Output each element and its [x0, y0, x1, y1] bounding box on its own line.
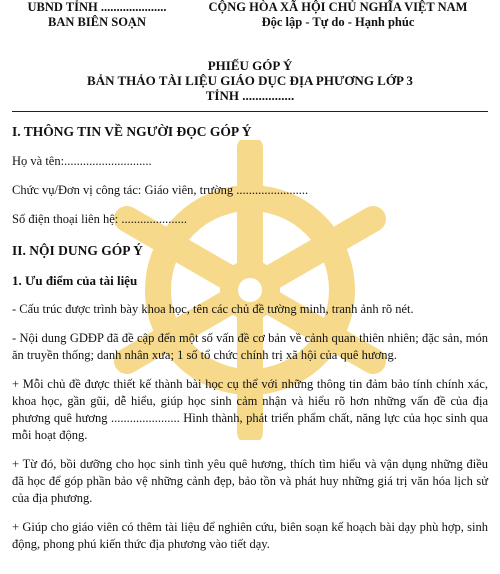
- phone-line: Số điện thoại liên hệ: .....................: [12, 212, 187, 226]
- doc-subtitle: BẢN THẢO TÀI LIỆU GIÁO DỤC ĐỊA PHƯƠNG LỚP 3: [87, 73, 413, 88]
- section2-heading: II. NỘI DUNG GÓP Ý: [12, 243, 143, 258]
- doc-province-line: TỈNH ................: [205, 88, 295, 103]
- section1-heading: I. THÔNG TIN VỀ NGƯỜI ĐỌC GÓP Ý: [12, 124, 252, 139]
- strengths-subheading: 1. Ưu điểm của tài liệu: [12, 273, 138, 288]
- header-province: UBND TỈNH .....................: [27, 0, 167, 14]
- doc-title: PHIẾU GÓP Ý: [207, 58, 293, 73]
- paragraph: - Nội dung GDĐP đã đề cập đến một số vấn đề cơ bản về cảnh quan thiên nhiên; đặc sản, món ăn truyền thống; danh nhân xưa; 1 số tổ chức chính trị xã hội của quê hương.: [12, 331, 488, 362]
- paragraph: + Mỗi chủ đề được thiết kế thành bài học cụ thể với những thông tin đảm bảo tính chính xác, khoa học, gần gũi, dễ hiểu, giúp học sinh cảm nhận và hiểu rõ hơn những vấn đề của địa phương quê hương ...................... Hình thành, phát triển phẩm chất, năng lực của học sinh qua mỗi hoạt động.: [12, 377, 488, 442]
- paragraph: + Từ đó, bồi dưỡng cho học sinh tình yêu quê hương, thích tìm hiểu và vận dụng những điều đã học để góp phần bảo vệ những cảnh đẹp, bảo tồn và phát huy những giá trị văn hóa lịch sử của địa phương.: [12, 457, 488, 505]
- paragraph: - Cấu trúc được trình bày khoa học, tên các chủ đề tường minh, tranh ảnh rõ nét.: [12, 302, 414, 316]
- name-line: Họ và tên:............................: [12, 154, 152, 168]
- header-board: BAN BIÊN SOẠN: [48, 15, 146, 29]
- header-motto: Độc lập - Tự do - Hạnh phúc: [261, 15, 415, 29]
- header-row-bottom: [12, 15, 488, 30]
- header-country: CỘNG HÒA XÃ HỘI CHỦ NGHĨA VIỆT NAM: [208, 0, 468, 14]
- position-line: Chức vụ/Đơn vị công tác: Giáo viên, trường .......................: [12, 183, 309, 197]
- header-row-top: [12, 0, 488, 15]
- paragraph: + Giúp cho giáo viên có thêm tài liệu để nghiên cứu, biên soạn kế hoạch bài dạy phù hợp, sinh động, phong phú kiến thức địa phương vào tiết dạy.: [12, 520, 488, 551]
- divider: [12, 111, 488, 112]
